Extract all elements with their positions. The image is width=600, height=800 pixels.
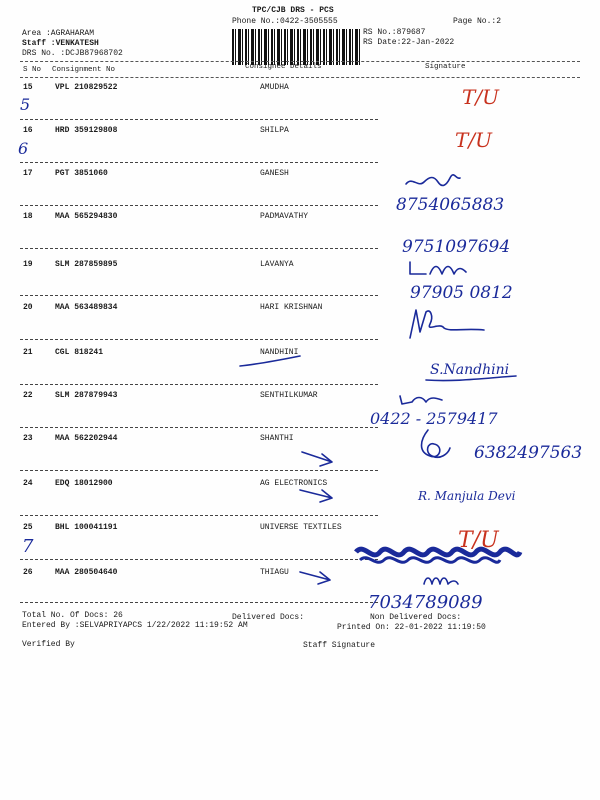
row-consignment-no: BHL 100041191: [55, 523, 118, 532]
rs-date: RS Date:22-Jan-2022: [363, 38, 455, 47]
tu-mark-15: T/U: [462, 85, 499, 109]
phone-handwritten-22: 0422 - 2579417: [370, 409, 498, 428]
page-number: Page No.:2: [453, 17, 502, 26]
row-consignee: SHANTHI: [260, 434, 294, 443]
arrow-mark-23: [302, 452, 332, 466]
arrow-mark-26: [300, 572, 330, 584]
signature-scribble-20: [410, 310, 484, 338]
row-consignment-no: VPL 210829522: [55, 83, 118, 92]
row-sno: 15: [23, 83, 33, 92]
arrow-mark-24: [300, 490, 332, 502]
col-header-signature: Signature: [425, 63, 466, 71]
staff-signature-label: Staff Signature: [303, 641, 376, 650]
delivered-docs: Delivered Docs:: [232, 613, 305, 622]
pen-stroke-21: [240, 356, 300, 366]
rs-number: RS No.:879687: [363, 28, 426, 37]
row-consignee: NANDHINI: [260, 348, 299, 357]
signature-scribble-17: [406, 175, 460, 186]
row-consignment-no: MAA 280504640: [55, 568, 118, 577]
signature-scribble-23: [422, 430, 451, 457]
printed-on: Printed On: 22-01-2022 11:19:50: [337, 623, 486, 632]
document-title: TPC/CJB DRS - PCS: [252, 6, 334, 15]
phone-handwritten-26: 7034789089: [368, 592, 483, 613]
row-consignee: GANESH: [260, 169, 289, 178]
signature-scribble-26: [424, 578, 458, 584]
row-sno: 16: [23, 126, 33, 135]
drs-number: DRS No. :DCJB87968702: [22, 49, 123, 58]
col-header-consignment: Consignment No: [52, 66, 116, 74]
row-sno: 26: [23, 568, 33, 577]
signature-scribble-22: [400, 396, 442, 404]
row-sno: 18: [23, 212, 33, 221]
row-consignment-no: PGT 3851060: [55, 169, 108, 178]
row-consignment-no: CGL 818241: [55, 348, 104, 357]
row-consignee: THIAGU: [260, 568, 289, 577]
row-consignment-no: SLM 287859895: [55, 260, 118, 269]
signature-scribble-19: [410, 262, 466, 274]
row-sno: 23: [23, 434, 33, 443]
row-consignment-no: SLM 287879943: [55, 391, 118, 400]
phone-handwritten-19: 97905 0812: [410, 283, 513, 303]
row-consignee: SHILPA: [260, 126, 289, 135]
margin-mark-25: 7: [22, 536, 34, 557]
phone-handwritten-17: 8754065883: [396, 195, 505, 215]
col-header-sno: S No: [23, 66, 42, 74]
row-sno: 21: [23, 348, 33, 357]
staff-label: Staff :VENKATESH: [22, 39, 99, 48]
tu-mark-16: T/U: [455, 128, 492, 152]
phone-handwritten-23: 6382497563: [474, 443, 583, 463]
row-consignment-no: EDQ 18012900: [55, 479, 113, 488]
row-consignee: SENTHILKUMAR: [260, 391, 318, 400]
row-consignee: HARI KRISHNAN: [260, 303, 323, 312]
col-header-consignee: Consignee Details: [245, 63, 322, 71]
margin-mark-15: 5: [20, 95, 31, 114]
row-sno: 25: [23, 523, 33, 532]
row-consignee: PADMAVATHY: [260, 212, 309, 221]
verified-by: Verified By: [22, 640, 75, 649]
margin-mark-16: 6: [18, 139, 29, 158]
area-label: Area :AGRAHARAM: [22, 29, 95, 38]
signature-handwritten-24: R. Manjula Devi: [418, 489, 516, 503]
phone-handwritten-18: 9751097694: [402, 237, 511, 257]
row-consignee: AG ELECTRONICS: [260, 479, 328, 488]
tu-mark-25: T/U: [458, 528, 499, 553]
row-sno: 22: [23, 391, 33, 400]
row-consignment-no: MAA 563489834: [55, 303, 118, 312]
row-sno: 17: [23, 169, 33, 178]
row-consignee: AMUDHA: [260, 83, 289, 92]
signature-handwritten-21: S.Nandhini: [430, 362, 510, 378]
row-consignment-no: MAA 562202944: [55, 434, 118, 443]
phone-number: Phone No.:0422-3505555: [232, 17, 338, 26]
row-consignment-no: MAA 565294830: [55, 212, 118, 221]
row-consignment-no: HRD 359129808: [55, 126, 118, 135]
row-consignee: UNIVERSE TEXTILES: [260, 523, 342, 532]
row-consignee: LAVANYA: [260, 260, 294, 269]
non-delivered-docs: Non Delivered Docs:: [370, 613, 462, 622]
row-sno: 20: [23, 303, 33, 312]
entered-by: Entered By :SELVAPRIYAPCS 1/22/2022 11:19:52 AM: [22, 621, 248, 630]
redaction-scribble-25b: [360, 558, 500, 563]
row-sno: 24: [23, 479, 33, 488]
total-docs: Total No. Of Docs: 26: [22, 611, 123, 620]
row-sno: 19: [23, 260, 33, 269]
